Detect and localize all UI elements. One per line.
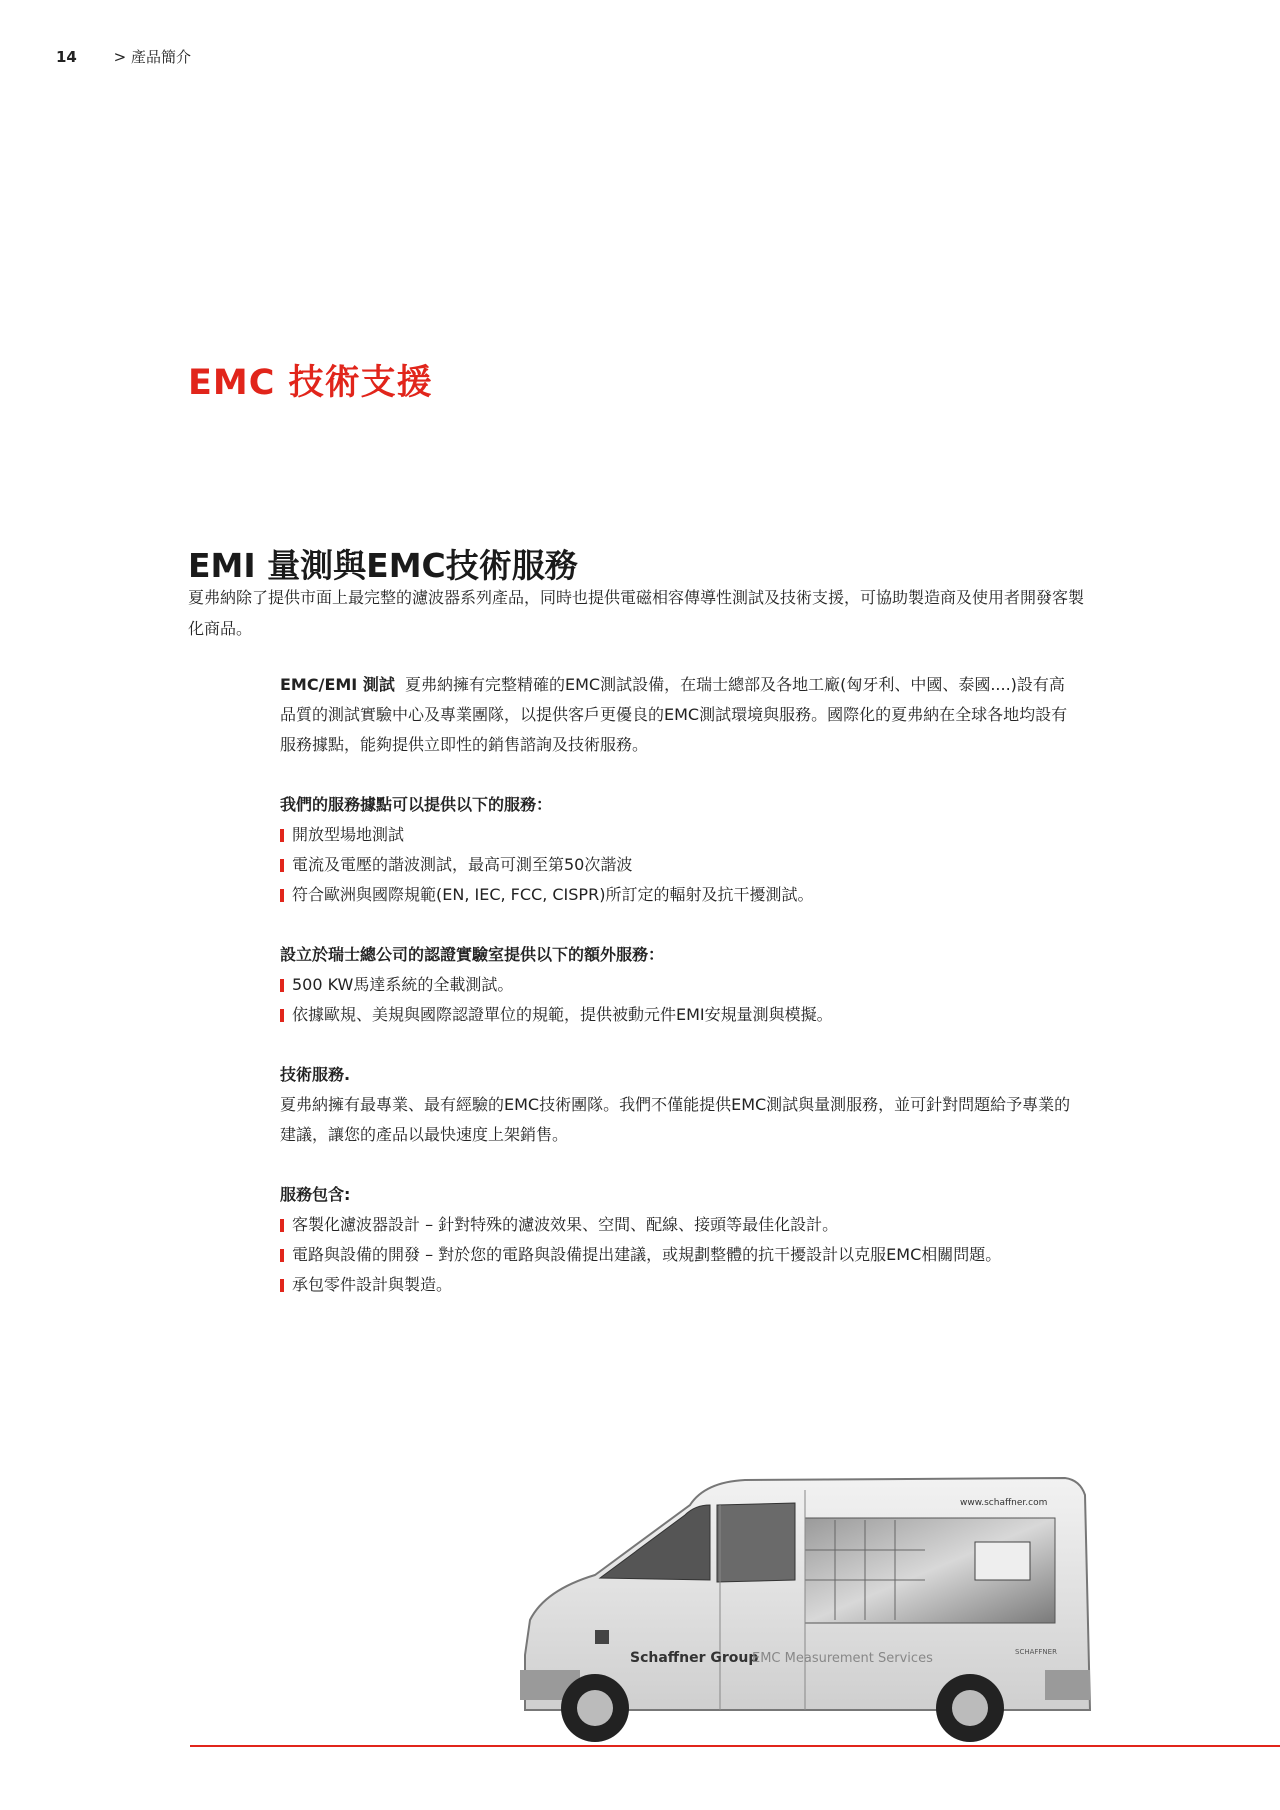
van-brand-text: Schaffner Group — [630, 1650, 759, 1666]
van-illustration — [505, 1470, 1095, 1750]
van-image — [505, 1470, 1095, 1750]
service-includes-heading: 服務包含: — [280, 1185, 351, 1204]
service-points-heading: 我們的服務據點可以提供以下的服務： — [280, 795, 553, 814]
breadcrumb: > 產品簡介 — [113, 48, 191, 66]
intro-paragraph: 夏弗納除了提供市面上最完整的濾波器系列產品，同時也提供電磁相容傳導性測試及技術支援，可協助製造商及使用者開發客製化商品。 — [188, 588, 1085, 638]
list-item: 電路與設備的開發 – 對於您的電路與設備提出建議，或規劃整體的抗干擾設計以克服EMC相關問題。 — [280, 1240, 1080, 1270]
section-title: EMC 技術支援 — [188, 363, 433, 403]
emc-test-text: 夏弗納擁有完整精確的EMC測試設備，在瑞士總部及各地工廠(匈牙利、中國、泰國....)設有高品質的測試實驗中心及專業團隊，以提供客戶更優良的EMC測試環境與服務。國際化的夏弗納在全球各地均設有服務據點，能夠提供立即性的銷售諮詢及技術服務。 — [280, 675, 1068, 754]
list-item: 500 KW馬達系統的全載測試。 — [280, 970, 1080, 1000]
list-item: 承包零件設計與製造。 — [280, 1270, 1080, 1300]
list-item: 開放型場地測試 — [280, 820, 1080, 850]
page-number: 14 — [56, 48, 77, 66]
swiss-lab-heading: 設立於瑞士總公司的認證實驗室提供以下的額外服務： — [280, 945, 665, 964]
van-url-text: www.schaffner.com — [960, 1498, 1048, 1508]
tech-service-paragraph: 夏弗納擁有最專業、最有經驗的EMC技術團隊。我們不僅能提供EMC測試與量測服務，並可針對問題給予專業的建議，讓您的產品以最快速度上架銷售。 — [280, 1095, 1071, 1144]
list-item: 符合歐洲與國際規範(EN, IEC, FCC, CISPR)所訂定的輻射及抗干擾測試。 — [280, 880, 1080, 910]
main-title: EMI 量測與EMC技術服務 — [188, 546, 578, 585]
emc-test-paragraph — [280, 670, 1080, 760]
list-item: 客製化濾波器設計 – 針對特殊的濾波效果、空間、配線、接頭等最佳化設計。 — [280, 1210, 1080, 1240]
body-content — [280, 670, 1080, 1300]
list-item: 電流及電壓的諧波測試，最高可測至第50次諧波 — [280, 850, 1080, 880]
van-service-text: EMC Measurement Services — [752, 1651, 933, 1666]
tech-service-heading: 技術服務. — [280, 1065, 351, 1084]
bottom-rule — [190, 1745, 1280, 1747]
van-tail-text: SCHAFFNER — [1015, 1648, 1057, 1656]
emc-test-lead: EMC/EMI 測試 — [280, 675, 395, 694]
page-header — [56, 46, 191, 67]
list-item: 依據歐規、美規與國際認證單位的規範，提供被動元件EMI安規量測與模擬。 — [280, 1000, 1080, 1030]
